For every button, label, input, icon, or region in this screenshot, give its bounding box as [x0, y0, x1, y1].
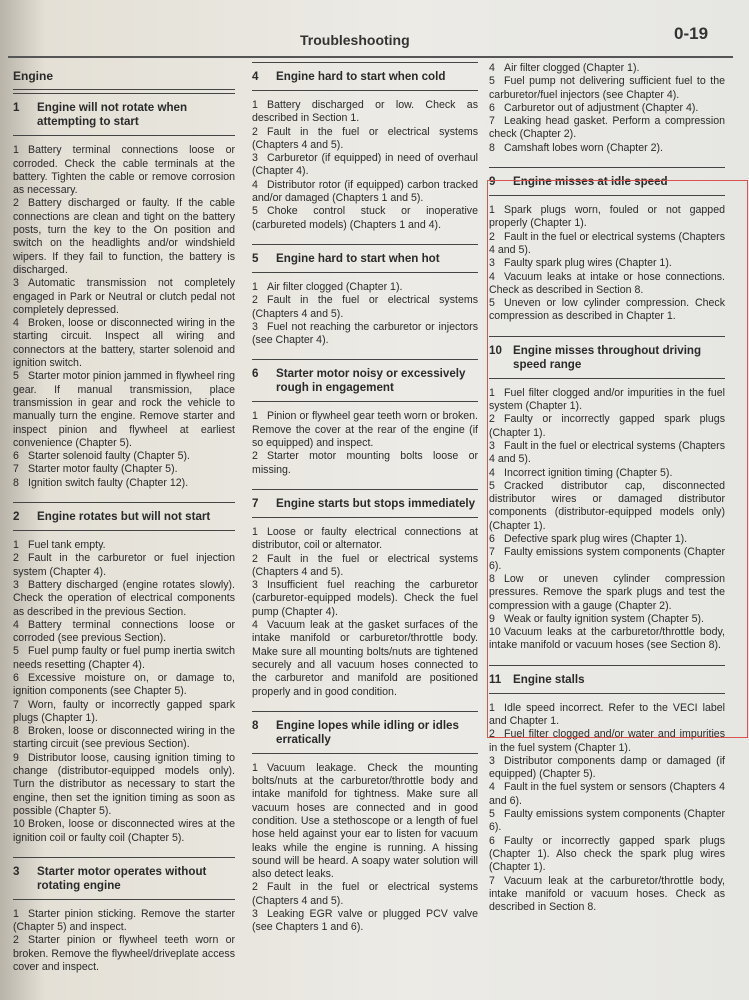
item-number: 3	[13, 578, 19, 591]
item-number: 1	[489, 386, 495, 399]
item-text: Broken, loose or disconnected wires at the ignition coil or faulty coil (Chapter 5).	[13, 818, 235, 844]
list-item	[13, 552, 235, 579]
item-text: Idle speed incorrect. Refer to the VECI label and Chapter 1.	[489, 701, 725, 727]
item-number: 5	[489, 479, 495, 492]
item-text: Air filter clogged (Chapter 1).	[504, 62, 640, 74]
item-number: 2	[252, 881, 258, 894]
item-text: Battery terminal connections loose or corroded. Check the cable terminals at the battery. Tighten the cable or remove corrosion as necessary.	[13, 144, 235, 197]
item-text: Ignition switch faulty (Chapter 12).	[28, 476, 189, 489]
section-number: 6	[252, 367, 259, 381]
item-text: Carburetor out of adjustment (Chapter 4).	[504, 101, 699, 114]
item-number: 6	[489, 101, 495, 114]
section-number: 5	[252, 251, 259, 265]
item-number: 10	[489, 626, 501, 639]
item-number: 1	[252, 525, 258, 538]
list-item	[252, 205, 478, 232]
section-number: 1	[13, 101, 20, 115]
section-number: 11	[489, 672, 502, 686]
section-heading	[252, 711, 478, 754]
item-text: Leaking head gasket. Perform a compression check (Chapter 2).	[489, 115, 725, 141]
list-item	[13, 317, 235, 370]
item-number: 5	[252, 205, 258, 218]
section-3	[13, 857, 235, 974]
item-text: Faulty or incorrectly gapped spark plugs (Chapter 1).	[489, 413, 725, 439]
item-number: 2	[13, 934, 19, 947]
list-item	[13, 725, 235, 752]
item-text: Broken, loose or disconnected wiring in the starting circuit (see previous Section).	[13, 725, 235, 751]
list-item	[252, 881, 478, 908]
continued-list	[489, 62, 725, 155]
item-text: Uneven or low cylinder compression. Check compression as described in Chapter 1.	[489, 297, 725, 323]
item-text: Starter pinion or flywheel teeth worn or broken. Remove the flywheel/driveplate access cover and inspect.	[13, 934, 235, 974]
section-4	[252, 62, 478, 232]
item-number: 1	[252, 410, 258, 423]
item-text: Air filter clogged (Chapter 1).	[267, 280, 403, 293]
item-text: Fuel filter clogged and/or water and impurities in the fuel system (Chapter 1).	[489, 728, 725, 754]
section-8	[252, 711, 478, 935]
list-item	[252, 553, 478, 580]
item-text: Loose or faulty electrical connections at distributor, coil or alternator.	[252, 525, 478, 552]
list-item	[489, 755, 725, 782]
section-title: Engine rotates but will not start	[37, 510, 211, 524]
list-item	[13, 197, 235, 277]
item-text: Fuel pump not delivering sufficient fuel to the carburetor/fuel injectors (see Chapter 4).	[489, 75, 725, 101]
item-number: 7	[489, 546, 495, 559]
item-text: Incorrect ignition timing (Chapter 5).	[504, 466, 673, 479]
item-number: 4	[13, 618, 19, 631]
item-text: Spark plugs worn, fouled or not gapped properly (Chapter 1).	[489, 204, 725, 230]
item-number: 6	[13, 671, 19, 684]
section-number: 10	[489, 343, 502, 357]
item-text: Faulty spark plug wires (Chapter 1).	[504, 257, 672, 270]
item-number: 8	[489, 141, 495, 154]
item-number: 3	[252, 908, 258, 921]
item-number: 1	[13, 144, 19, 157]
item-text: Battery terminal connections loose or corroded (see previous Section).	[13, 618, 235, 645]
list-item	[489, 75, 725, 102]
item-number: 5	[13, 370, 19, 383]
item-number: 7	[489, 115, 495, 128]
item-text: Fuel tank empty.	[28, 539, 106, 552]
list-item	[13, 619, 235, 646]
item-text: Starter solenoid faulty (Chapter 5).	[28, 450, 190, 463]
item-number: 6	[489, 533, 495, 546]
item-number: 4	[252, 178, 258, 191]
item-text: Broken, loose or disconnected wiring in the starting circuit. Inspect all wiring and connectors at the battery, starter solenoid and ignition switch.	[13, 317, 235, 370]
section-7	[252, 489, 478, 699]
section-title: Engine starts but stops immediately	[276, 496, 476, 510]
item-text: Vacuum leaks at the carburetor/throttle body, intake manifold or vacuum hoses (see Section 8).	[489, 626, 725, 652]
section-heading	[252, 359, 478, 402]
item-number: 3	[489, 754, 495, 767]
item-number: 3	[489, 439, 495, 452]
item-text: Leaking EGR valve or plugged PCV valve (see Chapters 1 and 6).	[252, 908, 478, 934]
item-number: 1	[13, 907, 19, 920]
list-item	[252, 321, 478, 348]
item-text: Carburetor (if equipped) in need of overhaul (Chapter 4).	[252, 152, 478, 178]
section-number: 7	[252, 496, 259, 510]
list-item	[252, 579, 478, 619]
item-number: 5	[489, 297, 495, 310]
section-1	[13, 93, 235, 490]
page-number: 0-19	[674, 24, 709, 43]
item-number: 2	[252, 450, 258, 463]
item-number: 5	[489, 75, 495, 88]
column-middle	[252, 62, 478, 947]
page-header-title: Troubleshooting	[300, 32, 410, 48]
item-number: 3	[252, 320, 258, 333]
item-number: 4	[489, 781, 495, 794]
list-item	[489, 102, 725, 115]
item-number: 3	[252, 152, 258, 165]
item-text: Vacuum leakage. Check the mounting bolts/nuts at the carburetor/throttle body and intake manifold for tightness. Make sure all vacuum hoses are connected and in good condition. Use a stethoscope or a length of fuel hose held against your ear to listen for vacuum leaks while the engine is running. A hissing sound will be heard. A soapy water solution will also detect leaks.	[252, 761, 478, 881]
item-text: Fuel pump faulty or fuel pump inertia switch needs resetting (Chapter 4).	[13, 645, 235, 671]
section-number: 9	[489, 175, 496, 189]
item-number: 2	[489, 728, 495, 741]
item-number: 5	[489, 808, 495, 821]
item-number: 2	[489, 413, 495, 426]
item-number: 1	[252, 761, 258, 774]
item-text: Faulty emissions system components (Chapter 6).	[489, 808, 725, 834]
list-item	[13, 699, 235, 726]
section-6	[252, 359, 478, 476]
section-2	[13, 502, 235, 845]
item-text: Faulty emissions system components (Chapter 6).	[489, 546, 725, 572]
item-number: 6	[13, 450, 19, 463]
section-title: Starter motor noisy or excessively rough in engagement	[276, 367, 466, 395]
section-heading	[252, 244, 478, 273]
list-item	[13, 450, 235, 463]
item-number: 3	[252, 579, 258, 592]
highlight-box	[487, 180, 748, 738]
item-number: 7	[13, 463, 19, 476]
item-number: 4	[489, 466, 495, 479]
list-item	[13, 908, 235, 935]
list-item	[489, 875, 725, 915]
list-item	[252, 152, 478, 179]
column-left	[13, 70, 235, 986]
item-number: 1	[252, 280, 258, 293]
section-title: Engine misses throughout driving speed range	[513, 343, 702, 371]
item-text: Fault in the fuel or electrical systems (Chapters 4 and 5).	[252, 125, 478, 151]
list-item	[13, 477, 235, 490]
list-item	[489, 62, 725, 75]
section-number: 4	[252, 70, 259, 83]
item-number: 2	[13, 552, 19, 565]
item-text: Excessive moisture on, or damage to, ignition components (see Chapter 5).	[13, 671, 235, 698]
item-number: 5	[13, 645, 19, 658]
item-text: Choke control stuck or inoperative (carbureted models) (Chapters 1 and 4).	[252, 205, 478, 231]
list-item	[252, 619, 478, 699]
list-item	[489, 115, 725, 142]
item-text: Automatic transmission not completely engaged in Park or Neutral or clutch pedal not completely depressed.	[13, 277, 235, 316]
item-number: 2	[13, 197, 19, 210]
item-text: Vacuum leak at the carburetor/throttle body, intake manifold or vacuum hoses. Check as described in Section 8.	[489, 874, 725, 914]
item-text: Insufficient fuel reaching the carburetor (carburetor-equipped models). Check the fuel pump (Chapter 4).	[252, 579, 478, 618]
item-text: Fault in the fuel system or sensors (Chapters 4 and 6).	[489, 781, 725, 807]
item-number: 7	[489, 874, 495, 887]
section-5	[252, 244, 478, 347]
item-number: 4	[13, 317, 19, 330]
list-item	[489, 142, 725, 155]
item-text: Starter pinion sticking. Remove the starter (Chapter 5) and inspect.	[13, 907, 235, 934]
section-title: Engine hard to start when hot	[276, 251, 440, 265]
item-text: Starter motor faulty (Chapter 5).	[28, 463, 178, 476]
item-text: Fault in the fuel or electrical systems (Chapters 4 and 5).	[252, 552, 478, 578]
item-text: Camshaft lobes worn (Chapter 2).	[504, 141, 663, 154]
item-text: Distributor loose, causing ignition timing to change (distributor-equipped models only). Turn the distributor as necessary to start the engine, then set the ignition timing as soon as possible (Chapter 5).	[13, 751, 235, 817]
item-number: 2	[252, 125, 258, 138]
list-item	[13, 579, 235, 619]
list-item	[489, 835, 725, 875]
list-item	[252, 179, 478, 206]
item-number: 4	[489, 270, 495, 283]
list-item	[252, 762, 478, 882]
list-item	[13, 672, 235, 699]
list-item	[13, 144, 235, 197]
item-number: 2	[252, 294, 258, 307]
item-number: 3	[13, 277, 19, 290]
column-left-sections	[13, 93, 235, 974]
list-item	[252, 410, 478, 450]
item-text: Fault in the fuel or electrical systems (Chapters 4 and 5).	[252, 881, 478, 907]
item-text: Fuel not reaching the carburetor or injectors (see Chapter 4).	[252, 320, 478, 347]
item-text: Fault in the fuel or electrical systems (Chapters 4 and 5).	[489, 230, 725, 256]
item-text: Worn, faulty or incorrectly gapped spark plugs (Chapter 1).	[13, 698, 235, 724]
section-heading	[13, 502, 235, 531]
item-text: Low or uneven cylinder compression pressures. Remove the spark plugs and test the compression with a gauge (Chapter 2).	[489, 572, 725, 612]
section-heading	[13, 93, 235, 136]
item-number: 6	[489, 834, 495, 847]
list-item	[13, 539, 235, 552]
item-number: 1	[252, 99, 258, 111]
item-text: Battery discharged or faulty. If the cable connections are clean and tight on the battery posts, turn the key to the On position and switch on the headlights and/or windshield wipers. If they fail to function, the battery is discharged.	[13, 197, 235, 276]
section-heading	[252, 62, 478, 91]
item-number: 9	[13, 751, 19, 764]
list-item	[13, 370, 235, 450]
list-item	[252, 281, 478, 294]
item-text: Defective spark plug wires (Chapter 1).	[504, 533, 688, 546]
item-number: 4	[489, 62, 495, 74]
item-number: 1	[13, 539, 19, 552]
item-number: 3	[489, 257, 495, 270]
item-text: Fault in the fuel or electrical systems (Chapters 4 and 5).	[252, 294, 478, 320]
item-text: Weak or faulty ignition system (Chapter 5).	[504, 612, 704, 625]
item-number: 7	[13, 698, 19, 711]
list-item	[13, 277, 235, 317]
section-title: Engine lopes while idling or idles erratically	[276, 718, 459, 746]
header-rule	[8, 56, 733, 58]
list-item	[13, 752, 235, 818]
list-item	[252, 450, 478, 477]
list-item	[252, 126, 478, 153]
item-number: 1	[489, 204, 495, 217]
section-title: Engine will not rotate when attempting to start	[37, 101, 188, 129]
column-middle-sections	[252, 62, 478, 935]
item-text: Battery discharged (engine rotates slowly). Check the operation of electrical components as described in the previous Section.	[13, 578, 235, 618]
list-item	[252, 526, 478, 553]
item-text: Pinion or flywheel gear teeth worn or broken. Remove the cover at the rear of the engine (if so equipped) and inspect.	[252, 410, 478, 450]
list-item	[252, 908, 478, 935]
item-text: Distributor rotor (if equipped) carbon tracked and/or damaged (Chapters 1 and 5).	[252, 178, 478, 205]
list-item	[252, 99, 478, 126]
item-text: Faulty or incorrectly gapped spark plugs (Chapter 1). Also check the spark plug wires (Chapter 1).	[489, 834, 725, 874]
item-number: 4	[252, 619, 258, 632]
item-number: 8	[489, 572, 495, 585]
item-text: Distributor components damp or damaged (if equipped) (Chapter 5).	[489, 754, 725, 781]
list-item	[489, 781, 725, 808]
item-text: Fuel filter clogged and/or impurities in the fuel system (Chapter 1).	[489, 386, 725, 413]
list-item	[252, 294, 478, 321]
section-heading	[13, 857, 235, 900]
section-heading	[252, 489, 478, 518]
list-item	[489, 808, 725, 835]
item-number: 1	[489, 701, 495, 714]
section-title: Starter motor operates without rotating engine	[37, 864, 207, 892]
list-item	[13, 463, 235, 476]
section-title: Engine misses at idle speed	[513, 175, 668, 189]
chapter-heading: Engine	[13, 70, 235, 90]
section-title: Engine hard to start when cold	[276, 70, 446, 83]
item-text: Battery discharged or low. Check as described in Section 1.	[252, 99, 478, 125]
item-number: 2	[252, 552, 258, 565]
item-number: 8	[13, 725, 19, 738]
item-text: Vacuum leaks at intake or hose connections. Check as described in Section 8.	[489, 270, 725, 296]
list-item	[13, 818, 235, 845]
section-number: 3	[13, 864, 20, 878]
section-title: Engine stalls	[513, 672, 585, 686]
section-number: 8	[252, 718, 259, 732]
item-text: Fault in the carburetor or fuel injection system (Chapter 4).	[13, 552, 235, 578]
item-number: 10	[13, 818, 25, 831]
item-text: Cracked distributor cap, disconnected distributor wires or damaged distributor components (distributor-equipped models only) (Chapter 1).	[489, 479, 725, 532]
list-item	[13, 934, 235, 974]
item-text: Starter motor mounting bolts loose or missing.	[252, 450, 478, 476]
section-number: 2	[13, 510, 20, 524]
list-item	[13, 645, 235, 672]
item-text: Vacuum leak at the gasket surfaces of the intake manifold or carburetor/throttle body. Make sure all mounting bolts/nuts are tightened securely and all vacuum hoses connected to the carburetor and manifold are positioned properly and in good condition.	[252, 619, 478, 698]
item-number: 9	[489, 612, 495, 625]
item-text: Starter motor pinion jammed in flywheel ring gear. If manual transmission, place transmission in gear and rock the vehicle to manually turn the engine. Remove starter and inspect pinion and flywheel at earliest convenience (Chapter 5).	[13, 370, 235, 449]
item-number: 2	[489, 230, 495, 243]
item-number: 8	[13, 476, 19, 489]
item-text: Fault in the fuel or electrical systems (Chapters 4 and 5).	[489, 439, 725, 466]
